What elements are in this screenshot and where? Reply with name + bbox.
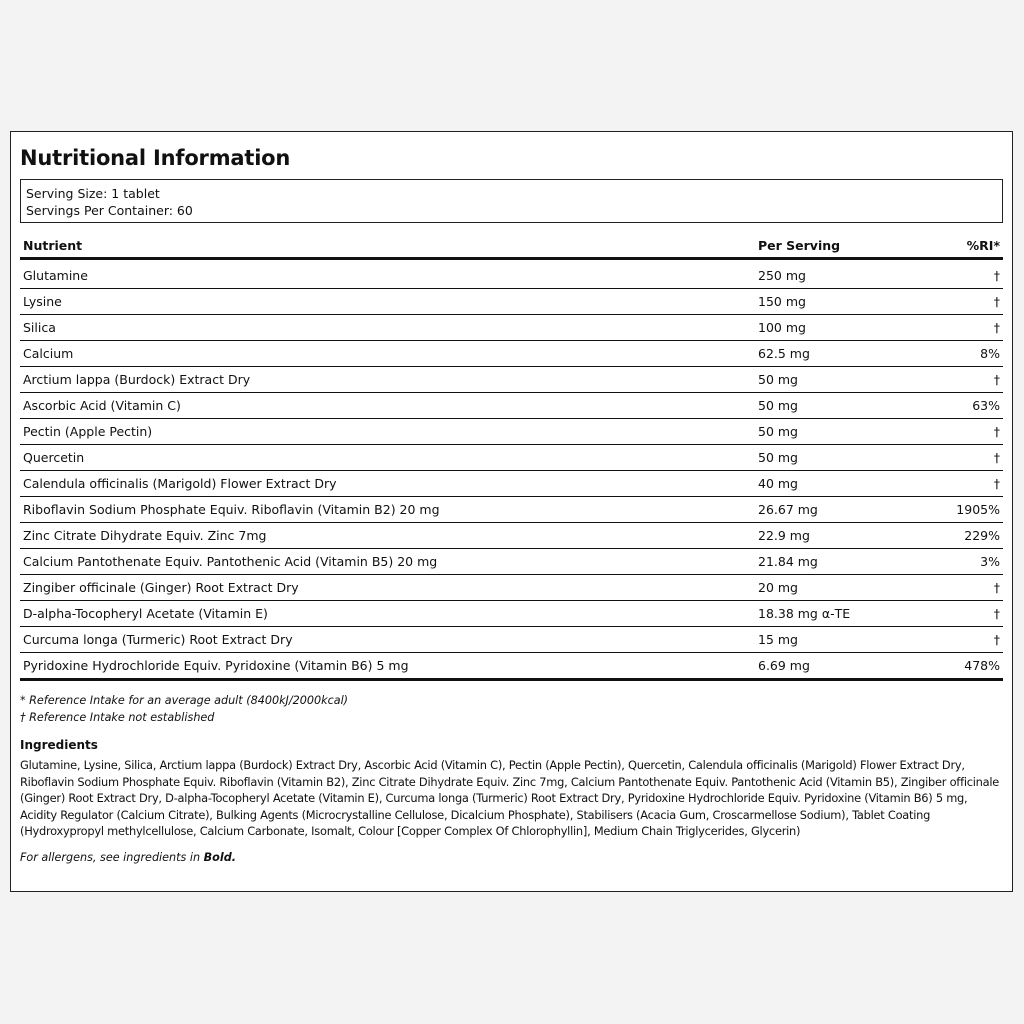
table-row	[20, 341, 1003, 367]
nutrient-table-body	[20, 263, 1003, 681]
nutrition-panel	[10, 131, 1013, 892]
per-serving-value: 50 mg	[758, 398, 798, 413]
nutrient-name: Ascorbic Acid (Vitamin C)	[23, 398, 181, 413]
ri-value: †	[993, 424, 1000, 439]
ri-value: †	[993, 580, 1000, 595]
per-serving-value: 6.69 mg	[758, 658, 810, 673]
ri-value: †	[993, 476, 1000, 491]
per-serving-value: 150 mg	[758, 294, 806, 309]
allergen-note-prefix: For allergens, see ingredients in	[20, 850, 204, 864]
per-serving-value: 22.9 mg	[758, 528, 810, 543]
per-serving-value: 26.67 mg	[758, 502, 818, 517]
nutrient-name: Curcuma longa (Turmeric) Root Extract Dry	[23, 632, 293, 647]
ri-value: 63%	[972, 398, 1000, 413]
nutrient-name: Pectin (Apple Pectin)	[23, 424, 153, 439]
nutrient-name: Zinc Citrate Dihydrate Equiv. Zinc 7mg	[23, 528, 267, 543]
nutrient-name: Calcium Pantothenate Equiv. Pantothenic Acid (Vitamin B5) 20 mg	[23, 554, 438, 569]
table-row	[20, 393, 1003, 419]
ri-value: 478%	[964, 658, 1000, 673]
table-row	[20, 419, 1003, 445]
table-row	[20, 523, 1003, 549]
table-row	[20, 575, 1003, 601]
page-title: Nutritional Information	[20, 146, 291, 170]
table-row	[20, 497, 1003, 523]
per-serving-value: 40 mg	[758, 476, 798, 491]
nutrient-name: Calendula officinalis (Marigold) Flower Extract Dry	[23, 476, 337, 491]
table-row	[20, 627, 1003, 653]
table-row	[20, 289, 1003, 315]
per-serving-value: 50 mg	[758, 450, 798, 465]
per-serving-value: 100 mg	[758, 320, 806, 335]
allergen-note	[20, 849, 1003, 866]
nutrient-name: Glutamine	[23, 268, 88, 283]
nutrient-name: Lysine	[23, 294, 62, 309]
per-serving-value: 62.5 mg	[758, 346, 810, 361]
footnote-reference-intake: * Reference Intake for an average adult (8400kJ/2000kcal)	[20, 694, 349, 707]
table-row	[20, 653, 1003, 681]
ri-value: 1905%	[956, 502, 1000, 517]
per-serving-value: 250 mg	[758, 268, 806, 283]
ri-value: †	[993, 450, 1000, 465]
header-per-serving: Per Serving	[758, 238, 841, 253]
table-row	[20, 601, 1003, 627]
table-row	[20, 445, 1003, 471]
serving-size: Serving Size: 1 tablet	[26, 186, 160, 201]
header-nutrient: Nutrient	[23, 238, 83, 253]
ri-value: 229%	[964, 528, 1000, 543]
table-row	[20, 263, 1003, 289]
ri-value: 8%	[980, 346, 1000, 361]
nutrient-name: Riboflavin Sodium Phosphate Equiv. Riboflavin (Vitamin B2) 20 mg	[23, 502, 440, 517]
ri-value: †	[993, 606, 1000, 621]
allergen-note-bold: Bold.	[203, 850, 236, 864]
ingredients-text: Glutamine, Lysine, Silica, Arctium lappa (Burdock) Extract Dry, Ascorbic Acid (Vitamin C), Pectin (Apple Pectin), Quercetin, Calendula officinalis (Marigold) Flower Extract Dry, Riboflavin Sodium Phosphate Equiv. Riboflavin (Vitamin B2), Zinc Citrate Dihydrate Equiv. Zinc 7mg, Calcium Pantothenate Equiv. Pantothenic Acid (Vitamin B5), Zingiber officinale (Ginger) Root Extract Dry, D-alpha-Tocopheryl Acetate (Vitamin E), Curcuma longa (Turmeric) Root Extract Dry, Pyridoxine Hydrochloride Equiv. Pyridoxine (Vitamin B6) 5 mg, Acidity Regulator (Calcium Citrate), Bulking Agents (Microcrystalline Cellulose, Dicalcium Phosphate), Stabilisers (Acacia Gum, Croscarmellose Sodium), Tablet Coating (Hydroxypropyl methylcellulose, Calcium Carbonate, Isomalt, Colour [Copper Complex Of Chlorophyllin], Medium Chain Triglycerides, Glycerin)	[20, 758, 1000, 839]
table-row	[20, 315, 1003, 341]
header-ri: %RI*	[966, 238, 1000, 253]
ri-value: †	[993, 632, 1000, 647]
nutrient-name: Zingiber officinale (Ginger) Root Extract Dry	[23, 580, 299, 595]
ri-value: †	[993, 320, 1000, 335]
nutrient-name: Calcium	[23, 346, 74, 361]
per-serving-value: 21.84 mg	[758, 554, 818, 569]
serving-info-box	[20, 179, 1003, 223]
table-row	[20, 549, 1003, 575]
footnote-not-established: † Reference Intake not established	[20, 711, 215, 724]
ri-value: †	[993, 294, 1000, 309]
table-header-row	[20, 235, 1003, 260]
nutrient-name: D-alpha-Tocopheryl Acetate (Vitamin E)	[23, 606, 268, 621]
nutrient-name: Silica	[23, 320, 56, 335]
nutrient-name: Pyridoxine Hydrochloride Equiv. Pyridoxine (Vitamin B6) 5 mg	[23, 658, 409, 673]
per-serving-value: 50 mg	[758, 372, 798, 387]
per-serving-value: 50 mg	[758, 424, 798, 439]
table-row	[20, 367, 1003, 393]
per-serving-value: 15 mg	[758, 632, 798, 647]
servings-per-container: Servings Per Container: 60	[26, 203, 193, 218]
nutrient-name: Arctium lappa (Burdock) Extract Dry	[23, 372, 251, 387]
ri-value: †	[993, 268, 1000, 283]
nutrient-name: Quercetin	[23, 450, 85, 465]
ri-value: †	[993, 372, 1000, 387]
ri-value: 3%	[980, 554, 1000, 569]
ingredients-heading: Ingredients	[20, 738, 98, 752]
per-serving-value: 20 mg	[758, 580, 798, 595]
footnotes	[20, 692, 1003, 726]
per-serving-value: 18.38 mg α-TE	[758, 606, 851, 621]
table-row	[20, 471, 1003, 497]
